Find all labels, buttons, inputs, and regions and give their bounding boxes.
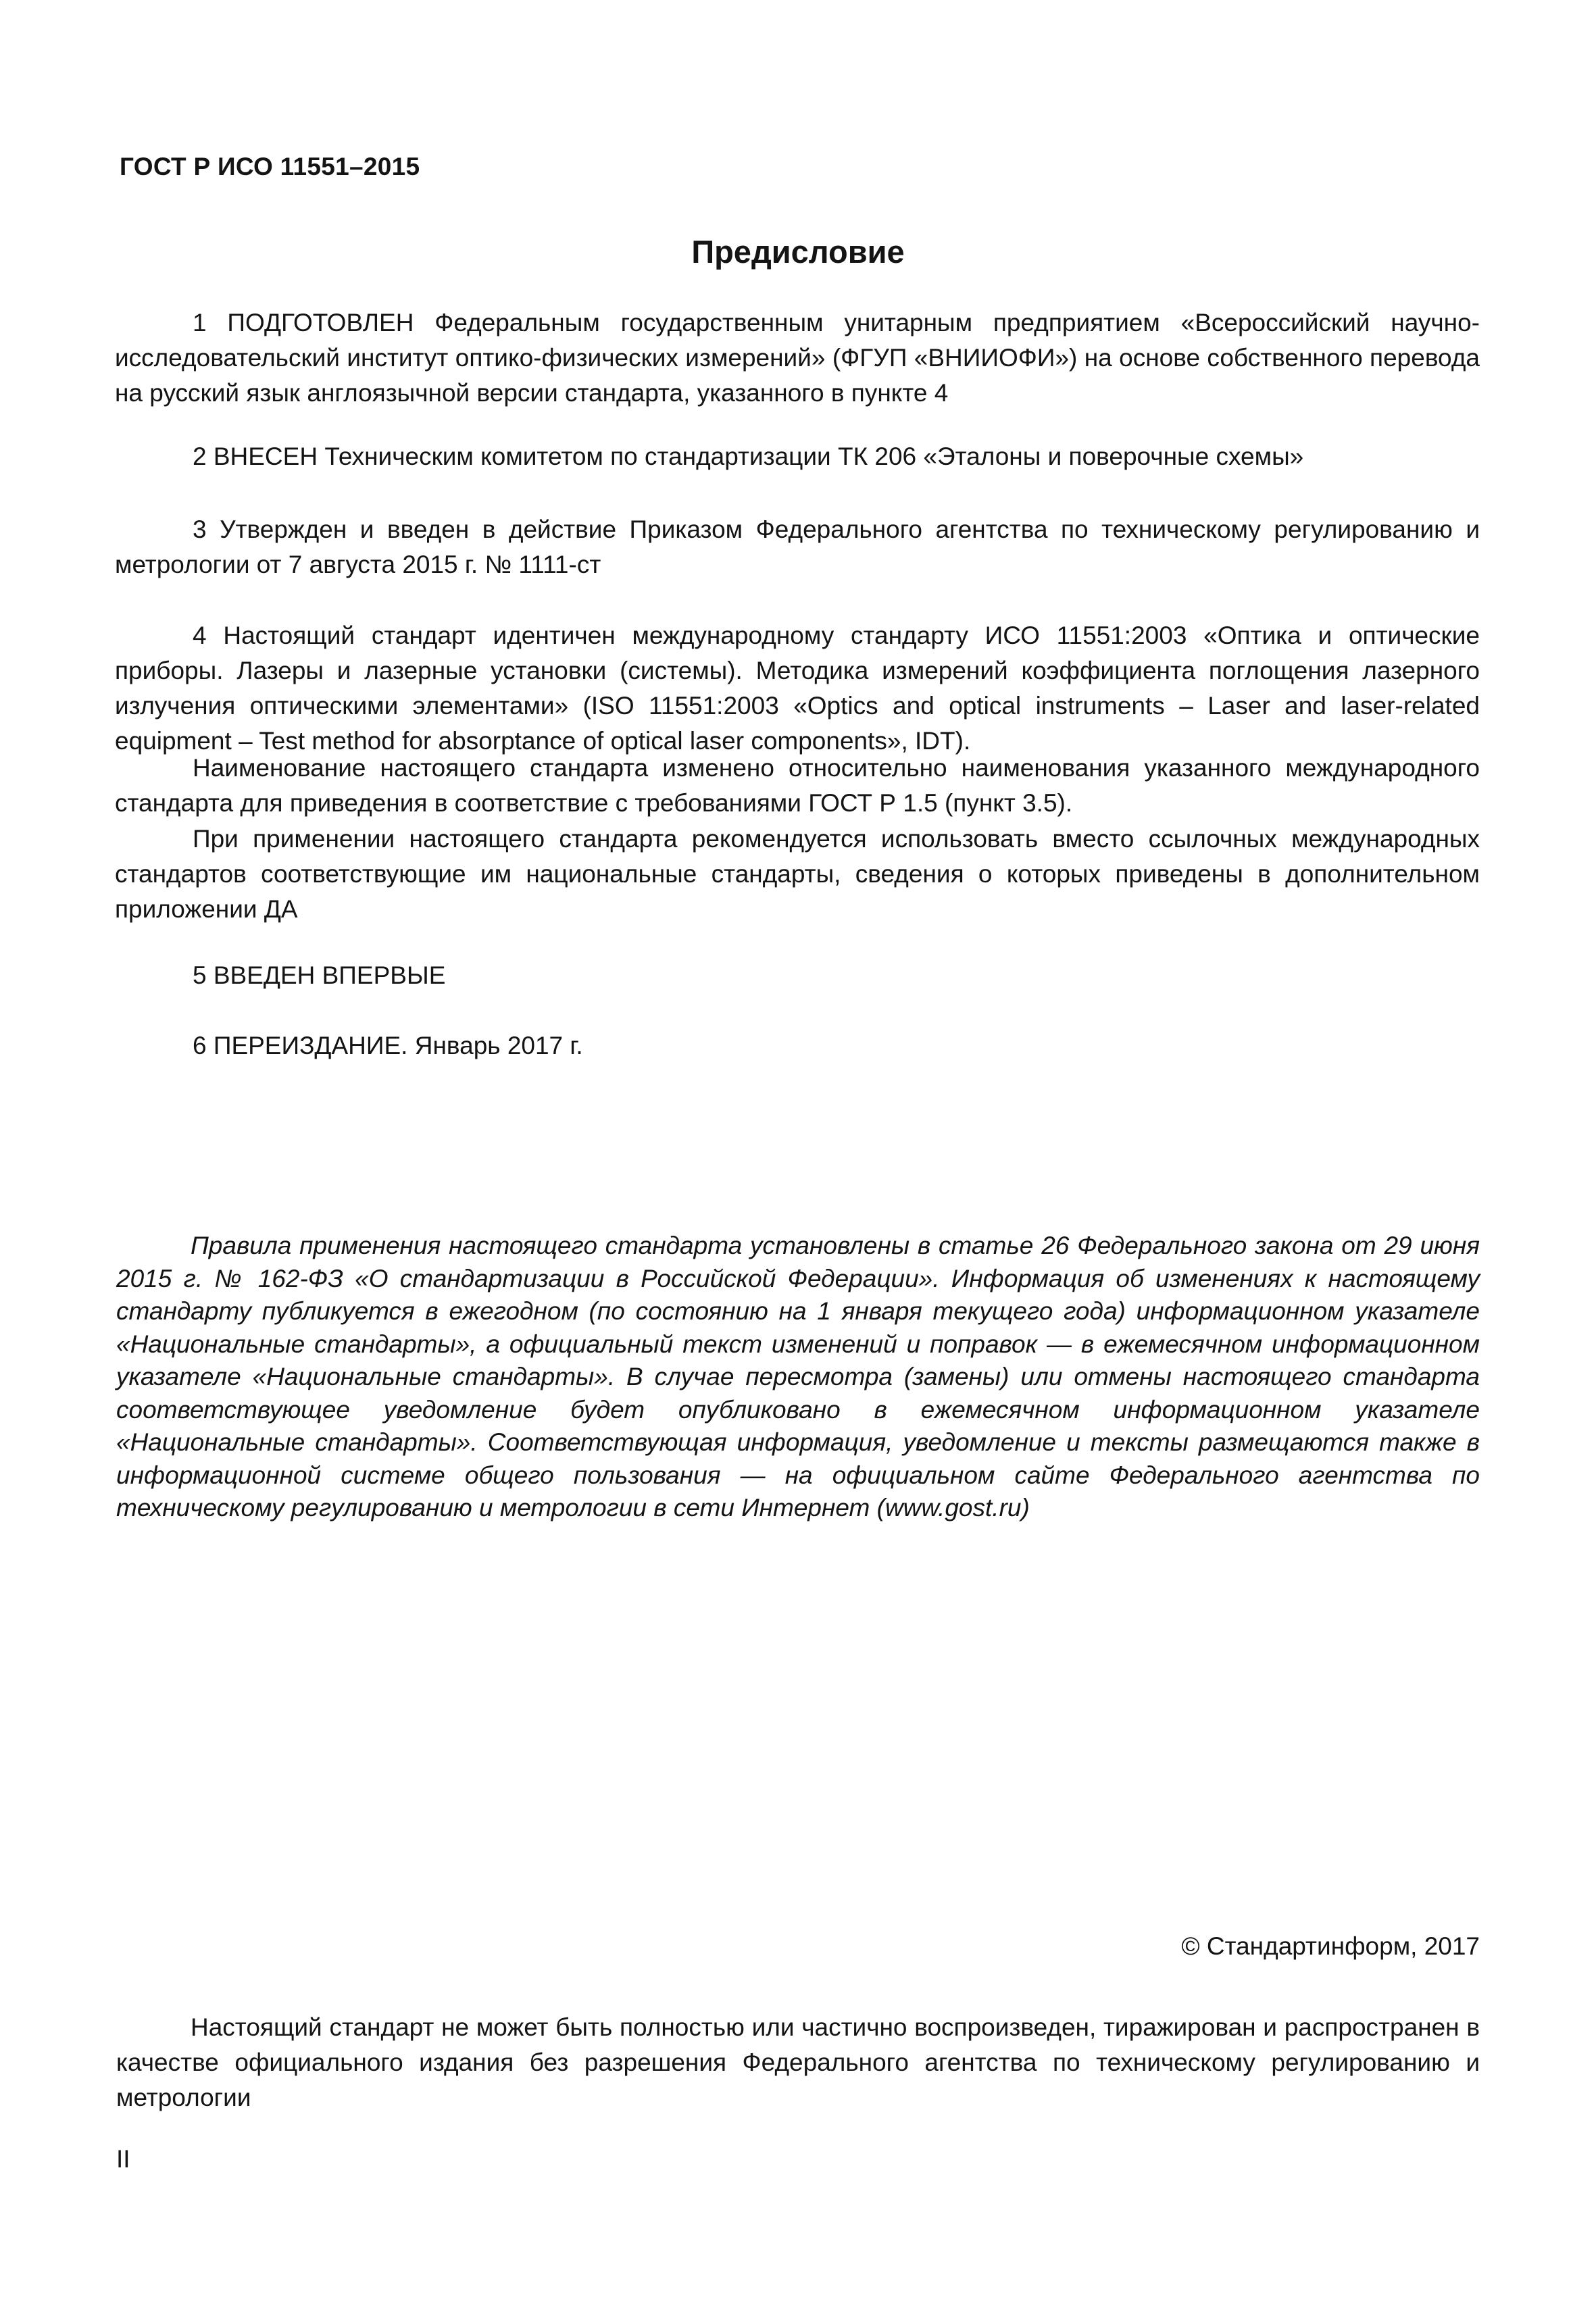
foreword-item-references <box>115 822 1480 927</box>
reproduction-notice <box>116 2010 1480 2115</box>
foreword-item-reissue <box>115 1028 1480 1063</box>
paragraph: 3 Утвержден и введен в действие Приказом Федерального агентства по техническому регулированию и метрологии от 7 августа 2015 г. № 1111-ст <box>115 515 1480 578</box>
foreword-item-identical <box>115 618 1480 759</box>
foreword-item-approved <box>115 512 1480 582</box>
paragraph: Наименование настоящего стандарта изменено относительно наименования указанного международного стандарта для приведения в соответствие с требованиями ГОСТ Р 1.5 (пункт 3.5). <box>115 754 1480 817</box>
paragraph: При применении настоящего стандарта рекомендуется использовать вместо ссылочных международных стандартов соответствующие им национальные стандарты, сведения о которых приведены в дополнительном приложении ДА <box>115 825 1480 923</box>
document-code: ГОСТ Р ИСО 11551–2015 <box>120 153 420 180</box>
paragraph: 1 ПОДГОТОВЛЕН Федеральным государственным унитарным предприятием «Всероссийский научно-исследовательский институт оптико-физических измерений» (ФГУП «ВНИИОФИ») на основе собственного перевода на русский язык англоязычной версии стандарта, указанного в пункте 4 <box>115 309 1480 407</box>
foreword-title: Предисловие <box>691 234 905 270</box>
foreword-item-name-changed <box>115 751 1480 821</box>
page-number: II <box>116 2145 130 2173</box>
paragraph: Настоящий стандарт не может быть полностью или частично воспроизведен, тиражирован и распространен в качестве официального издания без разрешения Федерального агентства по техническому регулированию и метрологии <box>116 2013 1480 2111</box>
rules-notice <box>116 1230 1480 1525</box>
paragraph: 4 Настоящий стандарт идентичен международному стандарту ИСО 11551:2003 «Оптика и оптические приборы. Лазеры и лазерные установки (системы). Методика измерений коэффициента поглощения лазерного излучения оптическими элементами» (ISO 11551:2003 «Optics and optical instruments – Laser and laser-related equipment – Test method for absorptance of optical laser components», IDT). <box>115 622 1480 755</box>
copyright: © Стандартинформ, 2017 <box>1181 1932 1480 1960</box>
foreword-item-introduced <box>115 958 1480 993</box>
paragraph: 5 ВВЕДЕН ВПЕРВЫЕ <box>193 961 446 989</box>
paragraph: 6 ПЕРЕИЗДАНИЕ. Январь 2017 г. <box>193 1032 583 1059</box>
paragraph: 2 ВНЕСЕН Техническим комитетом по стандартизации ТК 206 «Эталоны и поверочные схемы» <box>193 443 1304 470</box>
foreword-item-prepared <box>115 305 1480 411</box>
paragraph: Правила применения настоящего стандарта установлены в статье 26 Федерального закона от 29 июня 2015 г. № 162-ФЗ «О стандартизации в Российской Федерации». Информация об изменениях к настоящему стандарту публикуется в ежегодном (по состоянию на 1 января текущего года) информационном указателе «Национальные стандарты», а официальный текст изменений и поправок — в ежемесячном информационном указателе «Национальные стандарты». В случае пересмотра (замены) или отмены настоящего стандарта соответствующее уведомление будет опубликовано в ежемесячном информационном указателе «Национальные стандарты». Соответствующая информация, уведомление и тексты размещаются также в информационной системе общего пользования — на официальном сайте Федерального агентства по техническому регулированию и метрологии в сети Интернет (www.gost.ru) <box>116 1232 1480 1521</box>
foreword-item-submitted <box>115 439 1480 474</box>
